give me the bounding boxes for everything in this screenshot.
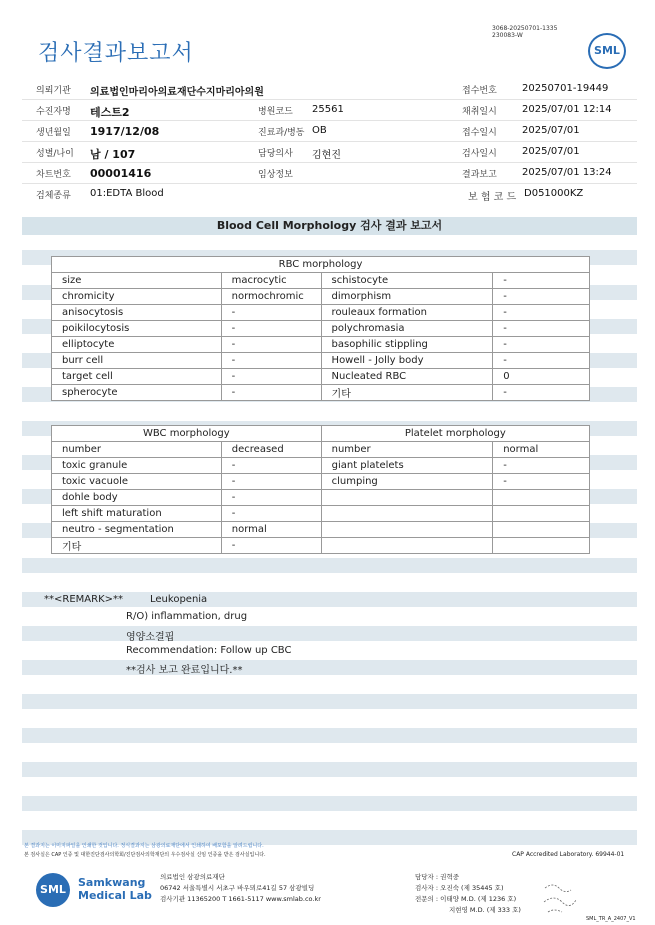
rbc-item: schistocyte (321, 273, 493, 289)
rbc-result: - (221, 385, 321, 401)
table-row (52, 305, 590, 321)
platelet-result: - (493, 474, 590, 490)
platelet-result (493, 490, 590, 506)
background-band (22, 762, 637, 777)
clinical-label: 임상정보 (258, 170, 293, 180)
wbc-result: normal (221, 522, 321, 538)
wbc-item: toxic granule (52, 458, 222, 474)
table-row (52, 385, 590, 401)
sml-logo: SML (36, 873, 70, 907)
rbc-item: chromicity (52, 289, 222, 305)
wbc-result: - (221, 538, 321, 554)
rbc-result: - (493, 305, 590, 321)
rbc-result: - (493, 385, 590, 401)
rbc-item: rouleaux formation (321, 305, 493, 321)
chart-value: 00001416 (90, 167, 152, 180)
signature-line: 담당자 : 권혁중 (415, 873, 459, 881)
chart-label: 차트번호 (36, 170, 71, 180)
wbc-item: number (52, 442, 222, 458)
rbc-item: burr cell (52, 353, 222, 369)
wbc-header: WBC morphology (52, 426, 322, 442)
test-date-label: 검사일시 (462, 149, 497, 159)
sex-age-label: 성별/나이 (36, 149, 74, 159)
dob-value: 1917/12/08 (90, 125, 160, 138)
org-name-line1: Samkwang (78, 876, 146, 889)
wbc-item: neutro - segmentation (52, 522, 222, 538)
test-date-value: 2025/07/01 (522, 146, 580, 157)
info-row (22, 163, 637, 184)
table-row (52, 506, 590, 522)
patient-info (22, 79, 637, 204)
wbc-item: 기타 (52, 538, 222, 554)
rbc-result: - (221, 353, 321, 369)
collection-value: 2025/07/01 12:14 (522, 104, 612, 115)
platelet-item: giant platelets (321, 458, 493, 474)
table-row (52, 369, 590, 385)
platelet-result (493, 538, 590, 554)
rbc-item: Howell - Jolly body (321, 353, 493, 369)
page-title: 검사결과보고서 (38, 41, 194, 66)
insurance-value: D051000KZ (524, 188, 584, 199)
wbc-item: toxic vacuole (52, 474, 222, 490)
table-row (52, 353, 590, 369)
table-row (52, 337, 590, 353)
table-row (52, 538, 590, 554)
platelet-result (493, 522, 590, 538)
hospital-code-label: 병원코드 (258, 107, 293, 117)
rbc-item: 기타 (321, 385, 493, 401)
doctor-value: 김현진 (312, 150, 341, 161)
org-address (160, 872, 321, 905)
table-row (52, 442, 590, 458)
org-name-line2: Medical Lab (78, 889, 152, 902)
print-notice: 본 결과지는 이미지파일을 인쇄한 것입니다. 정식결과지는 삼광의료재단에서 인쇄하여 배포함을 알려드립니다. (24, 843, 264, 849)
wbc-result: decreased (221, 442, 321, 458)
table-row (52, 522, 590, 538)
rbc-result: - (493, 273, 590, 289)
rbc-result: - (493, 321, 590, 337)
background-band (22, 796, 637, 811)
doctor-label: 담당의사 (258, 149, 293, 159)
sex-age-value: 남 / 107 (90, 148, 136, 161)
org-name (78, 876, 152, 902)
rbc-item: basophilic stippling (321, 337, 493, 353)
report-value: 2025/07/01 13:24 (522, 167, 612, 178)
wbc-result: - (221, 506, 321, 522)
receipt-no-value: 20250701-19449 (522, 83, 609, 94)
address-line: 06742 서울특별시 서초구 바우뫼로41길 57 삼광빌딩 (160, 884, 315, 892)
rbc-result: - (493, 289, 590, 305)
background-band (22, 558, 637, 573)
dept-value: OB (312, 125, 327, 136)
patient-label: 수진자명 (36, 107, 71, 117)
report-label: 결과보고 (462, 170, 497, 180)
info-row (22, 184, 637, 204)
rbc-morphology-table (51, 256, 590, 401)
info-row (22, 100, 637, 121)
hospital-code-value: 25561 (312, 104, 344, 115)
signature-line: 검사자 : 오진숙 (제 35445 호) (415, 884, 504, 892)
rbc-item: elliptocyte (52, 337, 222, 353)
report-title: Blood Cell Morphology 검사 결과 보고서 (22, 217, 637, 235)
document-id-line1: 3068-20250701-1335 (492, 25, 558, 32)
signature-line: 지현영 M.D. (제 333 호) (449, 906, 521, 914)
specimen-value: 01:EDTA Blood (90, 188, 164, 199)
wbc-item: dohle body (52, 490, 222, 506)
rbc-result: - (221, 305, 321, 321)
background-band (22, 660, 637, 675)
table-row (52, 273, 590, 289)
platelet-result: - (493, 458, 590, 474)
client-label: 의뢰기관 (36, 86, 71, 96)
remark-line: Recommendation: Follow up CBC (126, 645, 292, 656)
background-band (22, 694, 637, 709)
table-row (52, 458, 590, 474)
rbc-result: - (221, 321, 321, 337)
wbc-result: - (221, 458, 321, 474)
platelet-item: number (321, 442, 493, 458)
platelet-result (493, 506, 590, 522)
rbc-result: - (221, 369, 321, 385)
rbc-item: spherocyte (52, 385, 222, 401)
wbc-platelet-table (51, 425, 590, 554)
form-id: SML_TR_A_2407_V1 (586, 916, 636, 922)
rbc-result: - (493, 337, 590, 353)
wbc-item: left shift maturation (52, 506, 222, 522)
platelet-item (321, 522, 493, 538)
rbc-result: - (493, 353, 590, 369)
remark-line: 영양소결핍 (126, 632, 175, 643)
platelet-header: Platelet morphology (321, 426, 589, 442)
platelet-item (321, 490, 493, 506)
info-row (22, 121, 637, 142)
collection-label: 채취일시 (462, 107, 497, 117)
document-id (492, 25, 557, 39)
rbc-result: normochromic (221, 289, 321, 305)
dob-label: 생년월일 (36, 128, 71, 138)
wbc-result: - (221, 474, 321, 490)
background-band (22, 626, 637, 641)
cap-accreditation: CAP Accredited Laboratory. 69944-01 (512, 851, 625, 858)
dept-label: 진료과/병동 (258, 128, 305, 138)
table-row (52, 474, 590, 490)
patient-value: 테스트2 (90, 106, 130, 119)
document-id-line2: 230083-W (492, 32, 523, 39)
rbc-item: poikilocytosis (52, 321, 222, 337)
remark-line: **검사 보고 완료입니다.** (126, 665, 243, 676)
address-line: 검사기관 11365200 T 1661-5117 www.smlab.co.kr (160, 895, 321, 903)
platelet-result: normal (493, 442, 590, 458)
table-row (52, 490, 590, 506)
rbc-item: size (52, 273, 222, 289)
specimen-label: 검체종류 (36, 191, 71, 201)
signature-scribble (540, 878, 580, 918)
rbc-item: target cell (52, 369, 222, 385)
rbc-item: dimorphism (321, 289, 493, 305)
rbc-item: anisocytosis (52, 305, 222, 321)
client-value: 의료법인마리아의료재단수지마리아의원 (90, 87, 264, 98)
remark-line: R/O) inflammation, drug (126, 611, 248, 622)
address-line: 의료법인 삼광의료재단 (160, 873, 225, 881)
platelet-item (321, 506, 493, 522)
sml-logo: SML (588, 33, 626, 69)
rbc-result: - (221, 337, 321, 353)
wbc-result: - (221, 490, 321, 506)
rbc-result: macrocytic (221, 273, 321, 289)
platelet-item (321, 538, 493, 554)
accreditation-notice: 본 검사실은 CAP 인증 및 대한진단검사의학회/진단검사의학재단의 우수검사실 신임 인증을 받은 검사실입니다. (24, 852, 266, 858)
rbc-result: 0 (493, 369, 590, 385)
signatures (415, 872, 521, 916)
receipt-date-value: 2025/07/01 (522, 125, 580, 136)
remark-line: Leukopenia (150, 594, 208, 605)
receipt-no-label: 접수번호 (462, 86, 497, 96)
rbc-item: Nucleated RBC (321, 369, 493, 385)
rbc-item: polychromasia (321, 321, 493, 337)
insurance-label: 보 험 코 드 (468, 192, 517, 203)
info-row (22, 142, 637, 163)
receipt-date-label: 접수일시 (462, 128, 497, 138)
remark-label: **<REMARK>** (44, 594, 123, 605)
table-row (52, 289, 590, 305)
platelet-item: clumping (321, 474, 493, 490)
info-row (22, 79, 637, 100)
signature-line: 전문의 : 이태양 M.D. (제 1236 호) (415, 895, 517, 903)
background-band (22, 728, 637, 743)
table-row (52, 321, 590, 337)
rbc-header: RBC morphology (52, 257, 590, 273)
